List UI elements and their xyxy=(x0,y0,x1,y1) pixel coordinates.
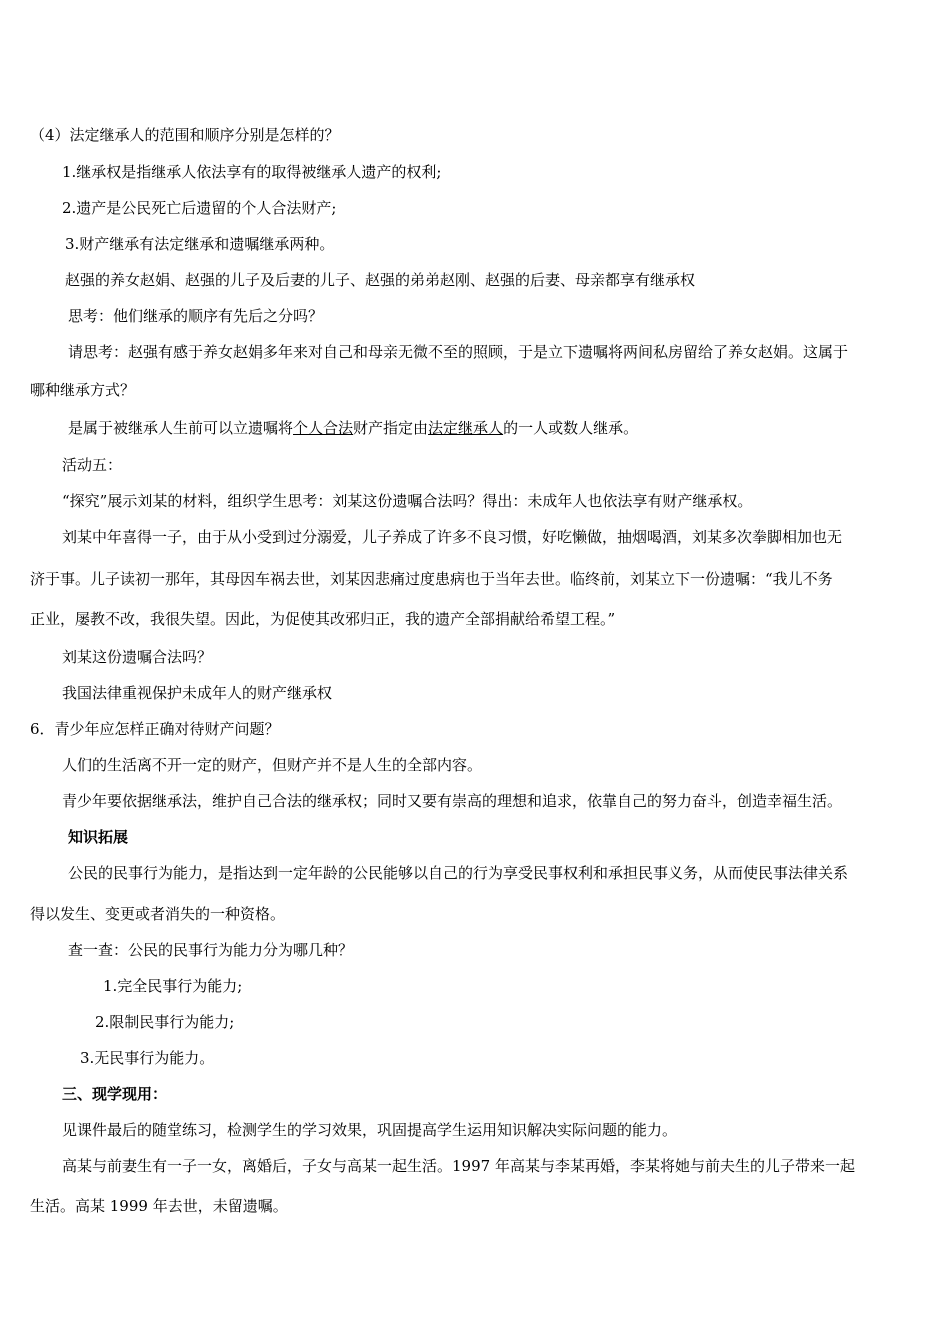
point-1: 1.继承权是指继承人依法享有的取得被继承人遗产的权利; xyxy=(62,163,442,181)
section-3-heading: 三、现学现用： xyxy=(62,1085,168,1103)
property-paragraph-2: 青少年要依据继承法，维护自己合法的继承权；同时又要有崇高的理想和追求，依靠自己的努力奋斗，创造幸福生活。 xyxy=(62,792,843,810)
civil-capacity-line-1: 公民的民事行为能力，是指达到一定年龄的公民能够以自己的行为享受民事权利和承担民事义务，从而使民事法律关系 xyxy=(68,864,849,882)
underlined-term-legal-property: 个人合法 xyxy=(293,419,354,437)
lookup-question: 查一查：公民的民事行为能力分为哪几种？ xyxy=(68,941,354,959)
capacity-type-2: 2.限制民事行为能力; xyxy=(95,1013,235,1031)
gao-case-line-1: 高某与前妻生有一子一女，离婚后，子女与高某一起生活。1997 年高某与李某再婚，李某将她与前夫生的儿子带来一起 xyxy=(62,1157,855,1175)
answer-text-2: 财产指定由 xyxy=(353,419,429,437)
liu-story-line-2: 济于事。儿子读初一那年，其母因车祸去世，刘某因悲痛过度患病也于当年去世。临终前，刘某立下一份遗嘱：“我儿不务 xyxy=(30,570,833,588)
practice-paragraph: 见课件最后的随堂练习，检测学生的学习效果，巩固提高学生运用知识解决实际问题的能力。 xyxy=(62,1121,678,1139)
will-inheritance-answer xyxy=(68,418,638,438)
liu-story-line-3: 正业，屡教不改，我很失望。因此，为促使其改邪归正，我的遗产全部捐献给希望工程。” xyxy=(30,610,616,628)
liu-question: 刘某这份遗嘱合法吗？ xyxy=(62,648,213,666)
explore-paragraph: “探究”展示刘某的材料，组织学生思考：刘某这份遗嘱合法吗？得出：未成年人也依法享有财产继承权。 xyxy=(62,492,753,510)
underlined-term-legal-heir: 法定继承人 xyxy=(428,419,504,437)
property-paragraph-1: 人们的生活离不开一定的财产，但财产并不是人生的全部内容。 xyxy=(62,756,483,774)
activity-5-heading: 活动五： xyxy=(62,456,123,474)
capacity-type-3: 3.无民事行为能力。 xyxy=(80,1049,215,1067)
point-3: 3.财产继承有法定继承和遗嘱继承两种。 xyxy=(65,235,335,253)
liu-story-line-1: 刘某中年喜得一子，由于从小受到过分溺爱，儿子养成了许多不良习惯，好吃懒做，抽烟喝酒，刘某多次拳脚相加也无 xyxy=(62,528,843,546)
knowledge-extension-heading: 知识拓展 xyxy=(68,828,129,846)
capacity-type-1: 1.完全民事行为能力; xyxy=(103,977,243,995)
heirs-paragraph: 赵强的养女赵娟、赵强的儿子及后妻的儿子、赵强的弟弟赵刚、赵强的后妻、母亲都享有继承权 xyxy=(65,271,696,289)
answer-text-3: 的一人或数人继承。 xyxy=(503,419,639,437)
point-2: 2.遗产是公民死亡后遗留的个人合法财产; xyxy=(62,199,337,217)
answer-text-1: 是属于被继承人生前可以立遗嘱将 xyxy=(68,419,294,437)
minor-protection-statement: 我国法律重视保护未成年人的财产继承权 xyxy=(62,684,333,702)
question-6-heading: 6．青少年应怎样正确对待财产问题？ xyxy=(30,720,280,738)
civil-capacity-line-2: 得以发生、变更或者消失的一种资格。 xyxy=(30,905,286,923)
question-4-heading: （4）法定继承人的范围和顺序分别是怎样的？ xyxy=(30,126,340,144)
gao-case-line-2: 生活。高某 1999 年去世，未留遗嘱。 xyxy=(30,1197,288,1215)
think-question: 思考：他们继承的顺序有先后之分吗？ xyxy=(68,307,324,325)
please-think-line-2: 哪种继承方式？ xyxy=(30,381,136,399)
please-think-line-1: 请思考：赵强有感于养女赵娟多年来对自己和母亲无微不至的照顾，于是立下遗嘱将两间私房留给了养女赵娟。这属于 xyxy=(68,343,849,361)
